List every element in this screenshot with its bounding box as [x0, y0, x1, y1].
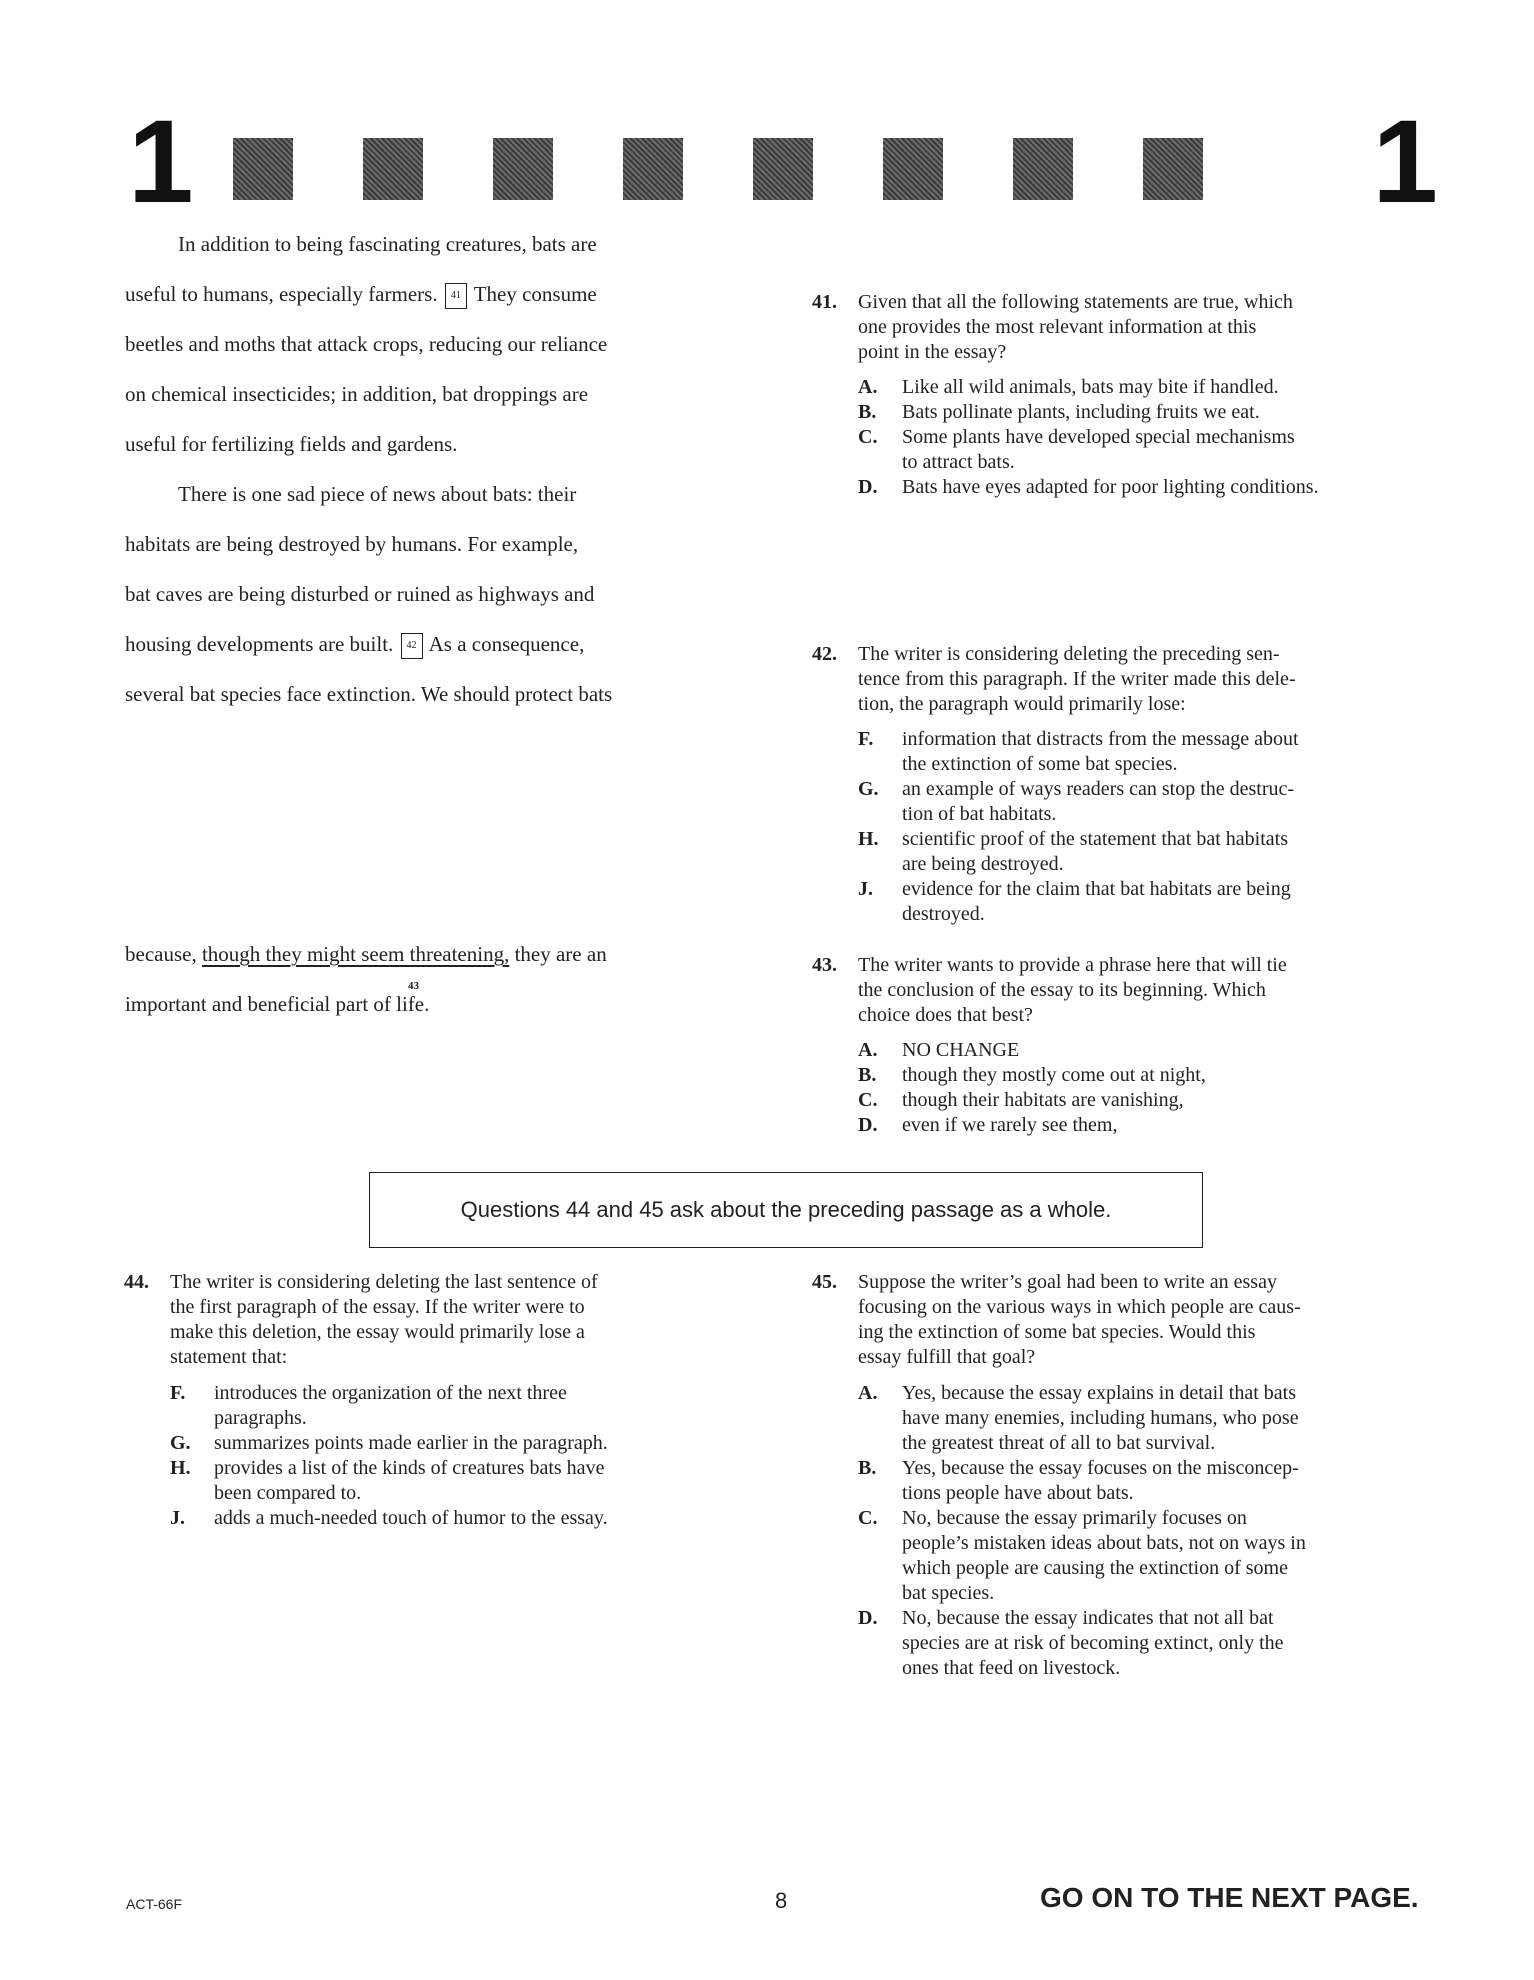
question-number: 45.: [812, 1271, 837, 1293]
question-stem: Given that all the following statements are true, which one provides the most relevant information at this point in the essay?: [858, 291, 1293, 363]
question-stem: The writer wants to provide a phrase here that will tie the conclusion of the essay to its beginning. Which choice does that best?: [858, 954, 1287, 1026]
form-code: ACT-66F: [126, 1896, 183, 1912]
section-number-left: 1: [128, 96, 194, 228]
header-square: [493, 138, 553, 200]
question-box-42[interactable]: 42: [401, 633, 423, 659]
whole-passage-banner: Questions 44 and 45 ask about the preceding passage as a whole.: [369, 1172, 1203, 1248]
underlined-portion-43[interactable]: though they might seem threatening,: [201, 942, 510, 966]
header-square: [753, 138, 813, 200]
question-stem: Suppose the writer’s goal had been to write an essay focusing on the various ways in which people are caus- ing the extinction of some bat species. Would this essay fulfill that goal?: [858, 1271, 1301, 1368]
passage-line: useful for fertilizing fields and gardens.: [125, 432, 458, 456]
passage-line: bat caves are being disturbed or ruined as highways and: [125, 582, 595, 606]
header-square: [1143, 138, 1203, 200]
passage-line: useful to humans, especially farmers. 41 They consume: [125, 282, 597, 309]
passage-line: There is one sad piece of news about bats: their: [178, 482, 577, 506]
passage-line: important and beneficial part of life.: [125, 992, 430, 1016]
question-number: 42.: [812, 643, 837, 665]
passage-line: beetles and moths that attack crops, reducing our reliance: [125, 332, 608, 356]
passage-line: on chemical insecticides; in addition, bat droppings are: [125, 382, 589, 406]
page-number: 8: [775, 1888, 788, 1913]
section-header: [128, 96, 1438, 228]
passage-line: habitats are being destroyed by humans. For example,: [125, 532, 579, 556]
header-square: [883, 138, 943, 200]
next-page-notice: GO ON TO THE NEXT PAGE.: [1040, 1882, 1419, 1913]
header-square: [623, 138, 683, 200]
section-number-right: 1: [1372, 96, 1438, 228]
passage-line: because, though they might seem threatening, they are an: [125, 942, 607, 966]
question-stem: The writer is considering deleting the preceding sen- tence from this paragraph. If the writer made this dele- tion, the paragraph would primarily lose:: [858, 643, 1296, 715]
question-number: 41.: [812, 291, 837, 313]
question-stem: The writer is considering deleting the last sentence of the first paragraph of the essay. If the writer were to make this deletion, the essay would primarily lose a statement that:: [170, 1271, 598, 1368]
header-square: [1013, 138, 1073, 200]
underline-number-43: 43: [408, 980, 419, 992]
question-number: 43.: [812, 954, 837, 976]
passage-line: housing developments are built. 42 As a consequence,: [125, 632, 584, 659]
header-square: [363, 138, 423, 200]
question-box-41[interactable]: 41: [445, 283, 467, 309]
header-square: [233, 138, 293, 200]
passage-line: several bat species face extinction. We should protect bats: [125, 682, 613, 706]
question-number: 44.: [124, 1271, 149, 1293]
passage-line: In addition to being fascinating creatures, bats are: [178, 232, 597, 256]
